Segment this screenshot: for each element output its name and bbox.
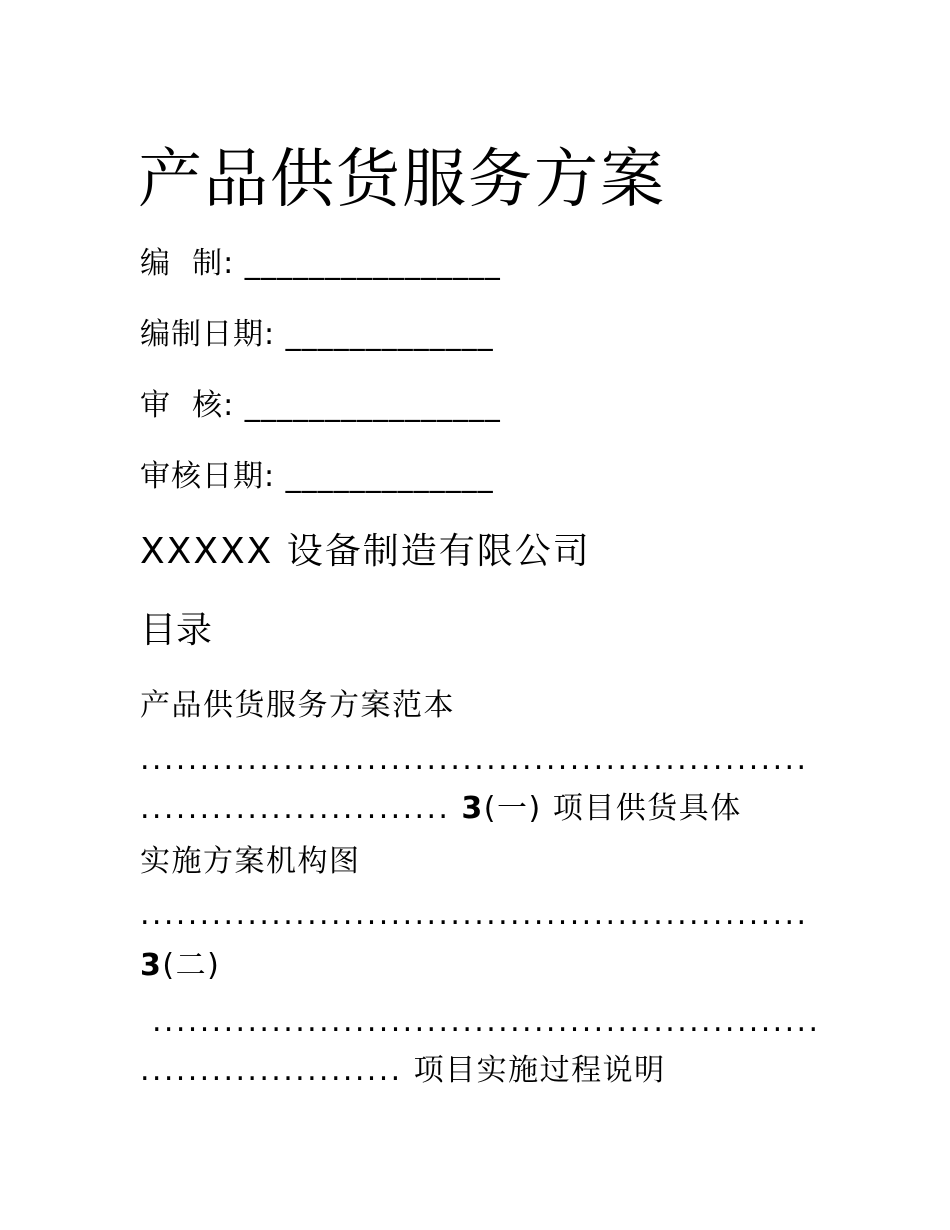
field-reviewer-label: 审 核: [140,388,235,423]
company-name: XXXXX 设备制造有限公司 [140,531,591,572]
toc-entry-2-continued [140,842,361,882]
field-compiler-label: 编 制: [140,246,235,281]
toc-leader-dots: ........................................................ [140,897,809,932]
field-compile-date-label: 编制日期: [140,317,276,352]
field-compile-date-blank: _____________ [285,317,494,352]
toc-page-number: 3 [140,948,163,983]
toc-entry-text: 实施方案机构图 [140,844,361,879]
field-compile-date [140,315,494,355]
toc-entry-text: 产品供货服务方案范本 [140,688,455,723]
field-compiler [140,244,501,284]
field-reviewer [140,386,501,426]
toc-page-number: 3 [461,791,484,826]
toc-leader-dots: ...................... [140,1053,403,1088]
field-review-date-label: 审核日期: [140,459,276,494]
toc-entry-2-leader [140,895,808,935]
toc-entry-text: (一) 项目供货具体 [483,791,742,826]
toc-entry-text: 项目实施过程说明 [413,1053,666,1088]
toc-entry-1-title [140,686,455,726]
document-title: 产品供货服务方案 [138,143,666,217]
toc-entry-3-line [140,946,220,986]
field-review-date [140,457,494,497]
field-reviewer-blank: ________________ [244,388,501,423]
field-review-date-blank: _____________ [285,459,494,494]
toc-entry-3-leader [152,1002,820,1042]
toc-heading: 目录 [140,610,213,651]
toc-leader-dots: ........................................................ [140,742,809,777]
field-compiler-blank: ________________ [244,246,501,281]
toc-entry-text: (二) [162,948,221,983]
toc-entry-4-line [140,1051,666,1091]
toc-entry-1-leader [140,740,808,780]
toc-leader-dots: .......................... [140,791,451,826]
toc-leader-dots: ........................................................ [152,1004,821,1039]
toc-entry-2-line [140,789,742,829]
